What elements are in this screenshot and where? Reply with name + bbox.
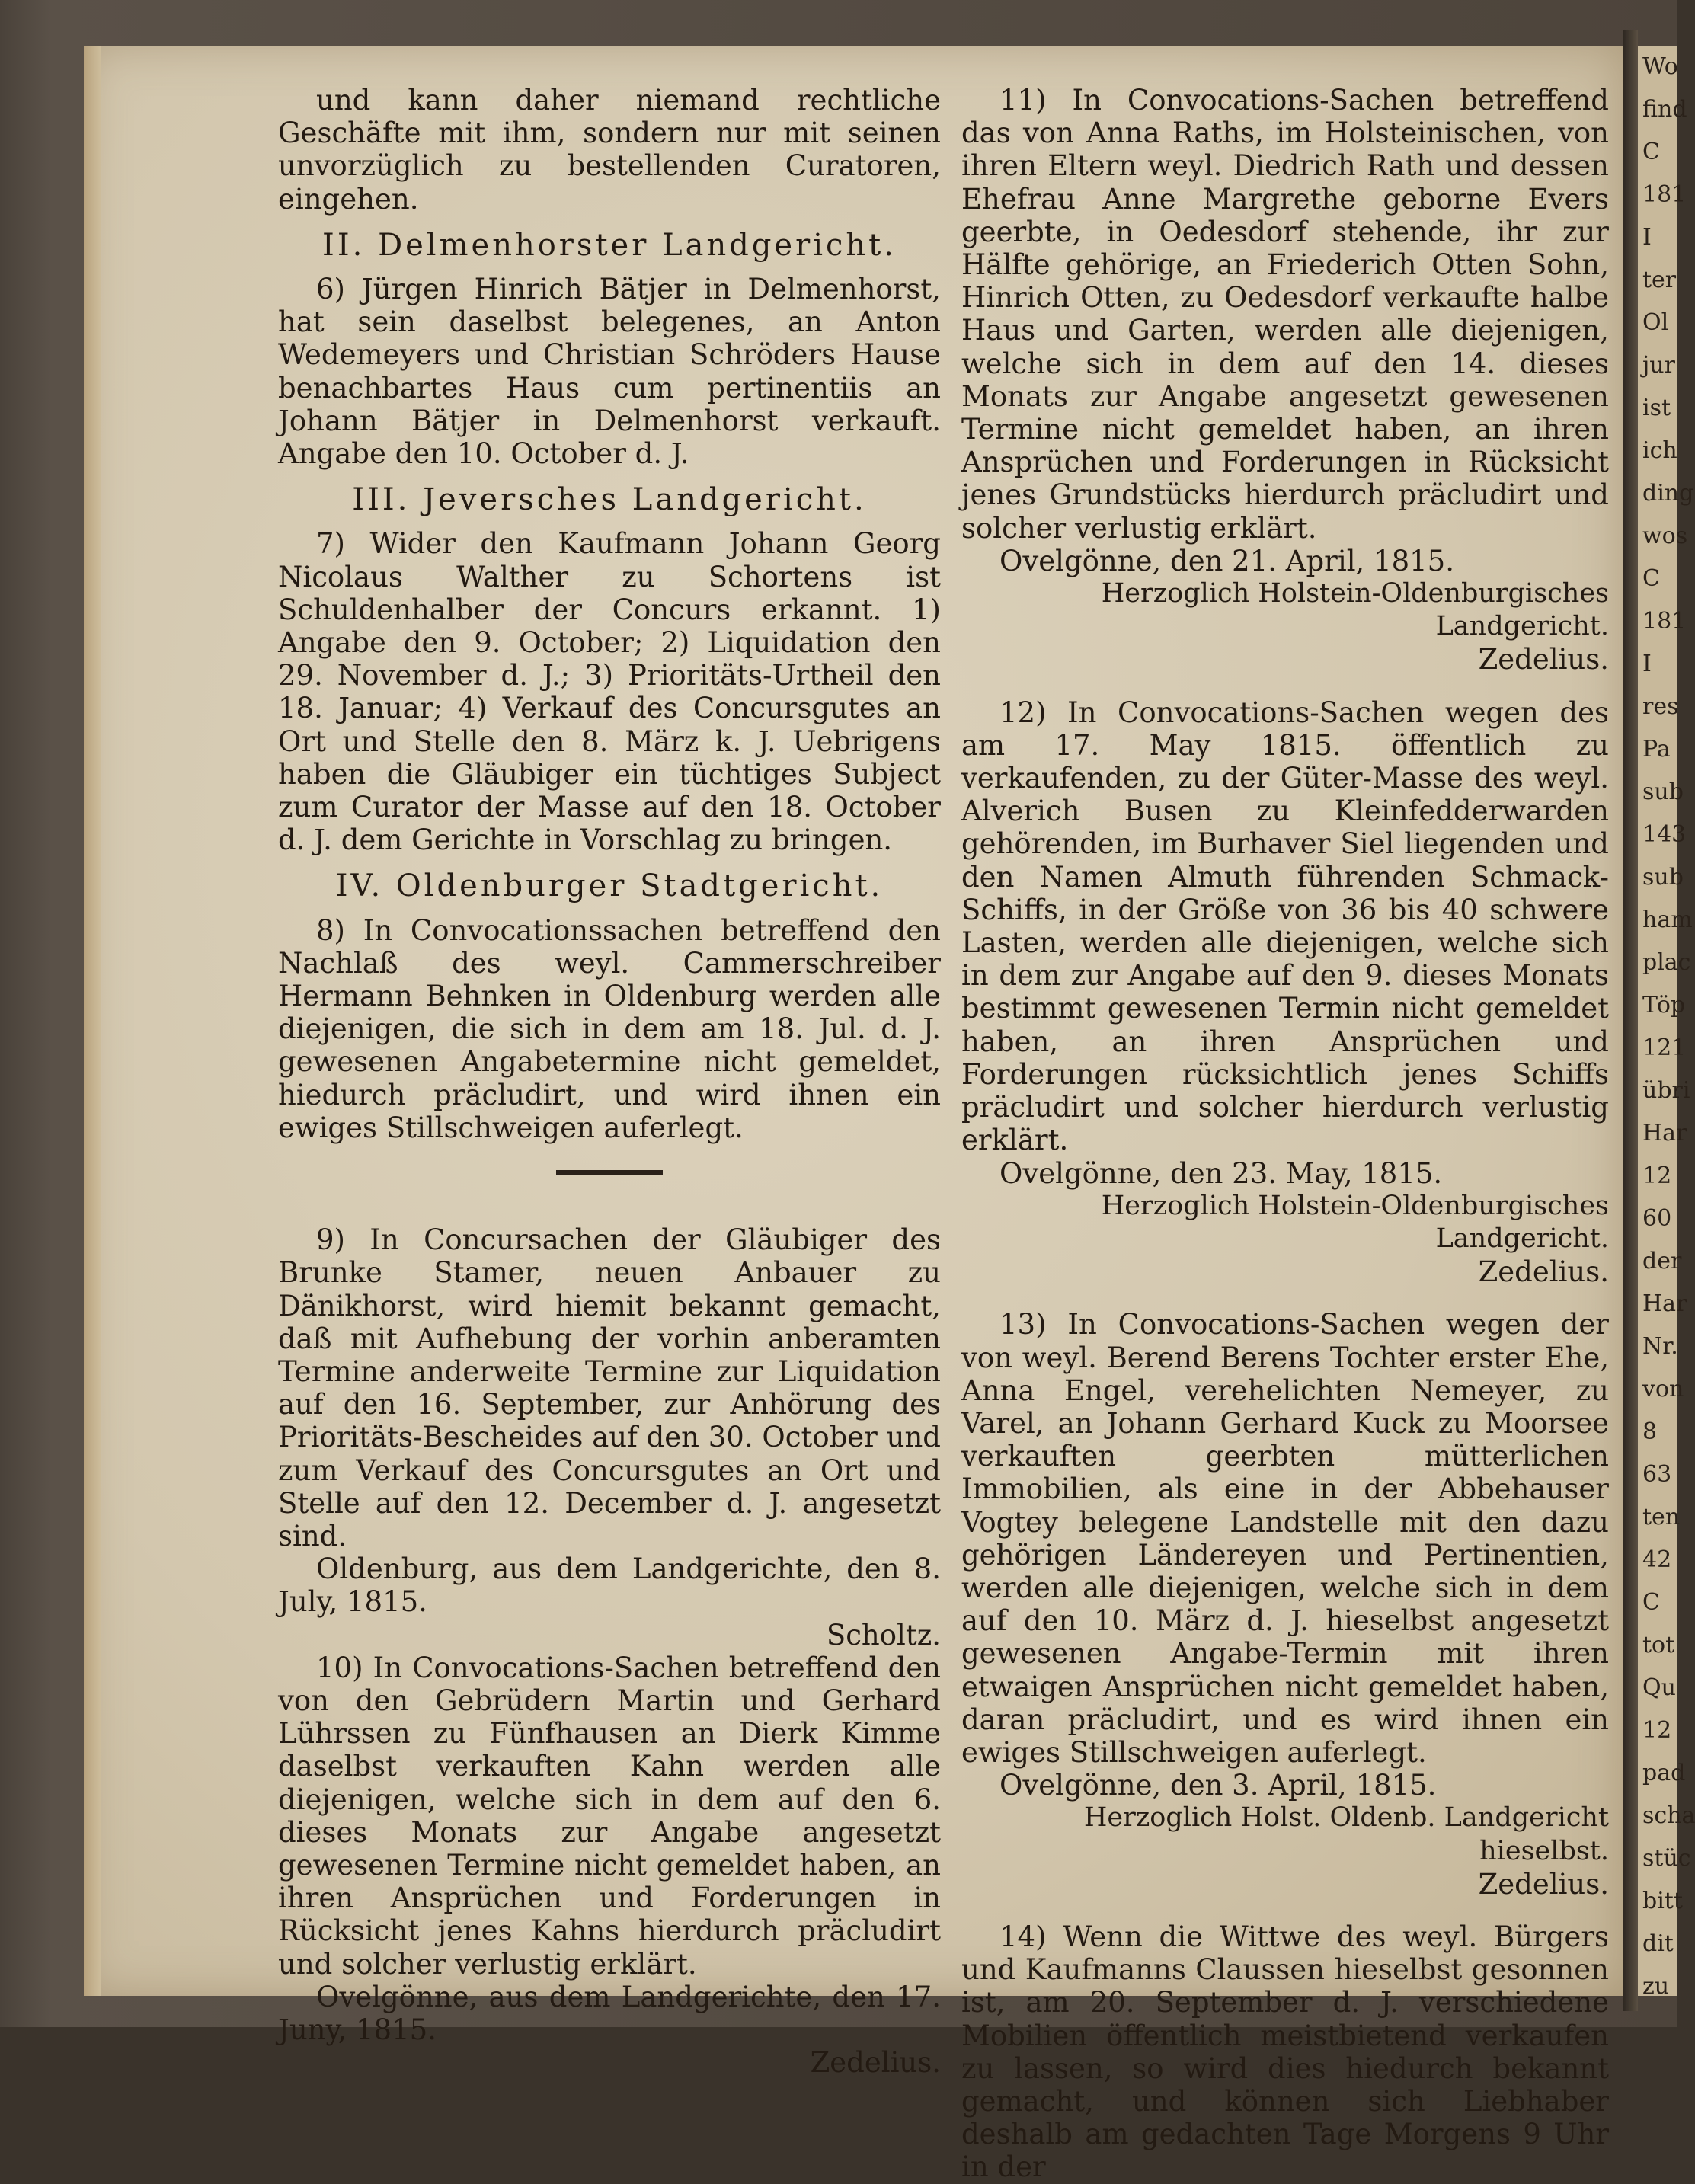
next-page-fragment: I xyxy=(1642,651,1652,677)
next-page-fragment: 181 xyxy=(1642,181,1687,208)
next-page-fragment: stüc xyxy=(1642,1845,1691,1872)
place-date-line: Ovelgönne, aus dem Landgerichte, den 17. Juny, 1815. xyxy=(278,1980,941,2046)
next-page-fragment: 42 xyxy=(1642,1546,1672,1573)
next-page-fragment: Pa xyxy=(1642,736,1671,763)
signature: Zedelius. xyxy=(810,2046,941,2080)
book-gutter xyxy=(1623,30,1638,2011)
next-page-fragment: Wo xyxy=(1642,53,1678,80)
signature: Scholtz. xyxy=(826,1618,941,1652)
next-page-fragment: übri xyxy=(1642,1077,1690,1104)
notice-paragraph: 11) In Convocations-Sachen betreffend das von Anna Raths, im Holsteinischen, von ihren Eltern weyl. Diedrich Rath und dessen Ehefrau Anne Margrethe geborne Evers geerbte, in Oedesdorf stehende, ihr zur Hälfte gehörige, an Friederich Otten Sohn, Hinrich Otten, zu Oedesdorf verkaufte halbe Haus und Garten, werden alle diejenigen, welche sich in dem auf den 14. dieses Monats zur Angabe angesetzt gewesenen Termine nicht gemeldet haben, an ihren Ansprüchen und Forderungen in Rücksicht jenes Grundstücks hierdurch präcludirt und solcher verlustig erklärt. xyxy=(961,84,1609,545)
next-page-fragment: Har xyxy=(1642,1120,1687,1146)
notice-paragraph: 8) In Convocationssachen betreffend den Nachlaß des weyl. Cammerschreiber Hermann Behnken in Oldenburg werden alle diejenigen, die sich in dem am 18. Jul. d. J. gewesenen Angabetermine nicht gemeldet, hiedurch präcludirt, und wird ihnen ein ewiges Stillschweigen auferlegt. xyxy=(278,913,941,1144)
court-name: Herzoglich Holst. Oldenb. Landgericht hieselbst. xyxy=(1083,1802,1609,1866)
next-page-fragment: C xyxy=(1642,1589,1660,1616)
next-page-fragment: der xyxy=(1642,1248,1682,1274)
notice-paragraph: 10) In Convocations-Sachen betreffend den von den Gebrüdern Martin und Gerhard Lührssen zu Fünfhausen an Dierk Kimme daselbst verkauften Kahn werden alle diejenigen, welche sich in dem auf den 6. dieses Monats zur Angabe angesetzt gewesenen Termine nicht gemeldet haben, an ihren Ansprüchen und Forderungen in Rücksicht jenes Kahns hierdurch präcludirt und solcher verlustig erklärt. xyxy=(278,1651,941,1981)
place-date-line: Oldenburg, aus dem Landgerichte, den 8. July, 1815. xyxy=(278,1552,941,1619)
next-page-fragment: 60 xyxy=(1642,1205,1672,1232)
section-gap xyxy=(961,1288,1609,1308)
next-page-fragment: scha xyxy=(1642,1802,1695,1829)
next-page-fragment: 12 xyxy=(1642,1162,1672,1189)
next-page-fragment: zu xyxy=(1642,1973,1670,2000)
next-page-fragment: sub xyxy=(1642,864,1684,891)
right-column xyxy=(961,84,1609,2184)
notice-paragraph: 6) Jürgen Hinrich Bätjer in Delmenhorst, hat sein daselbst belegenes, an Anton Wedemeyers und Christian Schröders Hause benachbartes Haus cum pertinentiis an Johann Bätjer in Delmenhorst verkauft. Angabe den 10. October d. J. xyxy=(278,273,941,471)
next-page-fragment: Töp xyxy=(1642,992,1686,1018)
next-page-fragment: 143 xyxy=(1642,821,1687,848)
next-page-fragment: C xyxy=(1642,565,1660,592)
section-heading: III. Jeversches Landgericht. xyxy=(352,482,867,518)
notice-paragraph: 14) Wenn die Wittwe des weyl. Bürgers und Kaufmanns Claussen hieselbst gesonnen ist, am 20. September d. J. verschiedene Mobilien öffentlich meistbietend verkaufen zu lassen, so wird dies hiedurch bekannt gemacht, und können sich Liebhaber deshalb am gedachten Tage Morgens 9 Uhr in der xyxy=(961,1920,1609,2184)
next-page-fragment: Nr. xyxy=(1642,1333,1678,1360)
next-page-fragment: 8 xyxy=(1642,1418,1658,1445)
next-page-fragment: wos xyxy=(1642,523,1688,549)
notice-paragraph: 13) In Convocations-Sachen wegen der von weyl. Berend Berens Tochter erster Ehe, Anna Engel, verehelichten Nemeyer, zu Varel, an Johann Gerhard Kuck zu Moorsee verkauften geerbten mütterlichen Immobilien, als eine in der Abbehauser Vogtey belegene Landstelle mit den dazu gehörigen Ländereyen und Pertinentien, werden alle diejenigen, welche sich in dem auf den 10. März d. J. hieselbst angesetzt gewesenen Angabe-Termin mit ihren etwaigen Ansprüchen nicht gemeldet haben, daran präcludirt, und es wird ihnen ein ewiges Stillschweigen auferlegt. xyxy=(961,1308,1609,1769)
next-page-fragment: ham xyxy=(1642,907,1693,933)
next-page-fragment: Har xyxy=(1642,1290,1687,1317)
next-page-fragment: ist xyxy=(1642,395,1671,421)
next-page-fragment: ich xyxy=(1642,437,1677,464)
next-page-fragment: ter xyxy=(1642,267,1677,293)
next-page-fragment: von xyxy=(1642,1376,1684,1402)
next-page-fragment: ding xyxy=(1642,480,1694,507)
next-page-fragment: C xyxy=(1642,139,1660,165)
section-heading: II. Delmenhorster Landgericht. xyxy=(322,227,897,263)
next-page-fragment: ten xyxy=(1642,1504,1681,1530)
court-name: Herzoglich Holstein-Oldenburgisches Landgericht. xyxy=(1101,1190,1609,1254)
next-page-fragment: find xyxy=(1642,96,1687,123)
signature: Zedelius. xyxy=(1478,643,1609,676)
next-page-fragment: 63 xyxy=(1642,1461,1672,1488)
next-page-fragment: pad xyxy=(1642,1760,1686,1786)
place-date-line: Ovelgönne, den 3. April, 1815. xyxy=(999,1769,1437,1802)
separator-rule xyxy=(556,1170,663,1175)
next-page-fragment: sub xyxy=(1642,779,1684,805)
place-date-line: Ovelgönne, den 23. May, 1815. xyxy=(999,1156,1443,1190)
next-page-fragment: Qu xyxy=(1642,1674,1676,1701)
place-date-line: Ovelgönne, den 21. April, 1815. xyxy=(999,544,1454,577)
section-gap xyxy=(961,676,1609,696)
notice-paragraph: 9) In Concursachen der Gläubiger des Brunke Stamer, neuen Anbauer zu Dänikhorst, wird hiemit bekannt gemacht, daß mit Aufhebung der vorhin anberamten Termine anderweite Termine zur Liquidation auf den 16. September, zur Anhörung des Prioritäts-Bescheides auf den 30. October und zum Verkauf des Concursgutes an Ort und Stelle auf den 12. December d. J. angesetzt sind. xyxy=(278,1223,941,1552)
left-column xyxy=(278,84,941,2079)
next-page-fragment: res xyxy=(1642,693,1679,720)
notice-paragraph: 12) In Convocations-Sachen wegen des am 17. May 1815. öffentlich zu verkaufenden, zu der Güter-Masse des weyl. Alverich Busen zu Kleinfedderwarden gehörenden, im Burhaver Siel liegenden und den Namen Almuth führenden Schmack-Schiffs, in der Größe von 36 bis 40 schwere Lasten, werden alle diejenigen, welche sich in dem zur Angabe auf den 9. dieses Monats bestimmt gewesenen Termin nicht gemeldet haben, an ihren Ansprüchen und Forderungen rücksichtlich jenes Schiffs präcludirt und solcher hierdurch verlustig erklärt. xyxy=(961,695,1609,1157)
next-page-fragment: plac xyxy=(1642,949,1691,976)
next-page-fragment: I xyxy=(1642,224,1652,251)
signature: Zedelius. xyxy=(1478,1867,1609,1901)
notice-paragraph: 7) Wider den Kaufmann Johann Georg Nicolaus Walther zu Schortens ist Schuldenhalber der Concurs erkannt. 1) Angabe den 9. October; 2) Liquidation den 29. November d. J.; 3) Prioritäts-Urtheil den 18. Januar; 4) Verkauf des Concursgutes an Ort und Stelle den 8. März k. J. Uebrigens haben die Gläubiger ein tüchtiges Subject zum Curator der Masse auf den 18. October d. J. dem Gerichte in Vorschlag zu bringen. xyxy=(278,527,941,857)
next-page-fragment: tot xyxy=(1642,1632,1675,1658)
next-page-edge xyxy=(1638,46,1695,2000)
next-page-fragment: bitt xyxy=(1642,1888,1683,1914)
section-heading: IV. Oldenburger Stadtgericht. xyxy=(335,868,884,904)
next-page-fragment: Ol xyxy=(1642,309,1669,336)
next-page-fragment: 121 xyxy=(1642,1034,1687,1061)
next-page-fragment: jur xyxy=(1642,352,1675,379)
notice-paragraph: und kann daher niemand rechtliche Geschäfte mit ihm, sondern nur mit seinen unvorzüglich zu bestellenden Curatoren, eingehen. xyxy=(278,84,941,216)
page-edge xyxy=(84,46,101,1996)
next-page-fragment: dit xyxy=(1642,1930,1674,1957)
next-page-fragment: 12 xyxy=(1642,1717,1672,1744)
next-page-fragment: 181 xyxy=(1642,608,1687,635)
signature: Zedelius. xyxy=(1478,1255,1609,1289)
section-gap xyxy=(961,1901,1609,1920)
court-name: Herzoglich Holstein-Oldenburgisches Landgericht. xyxy=(1101,578,1609,642)
